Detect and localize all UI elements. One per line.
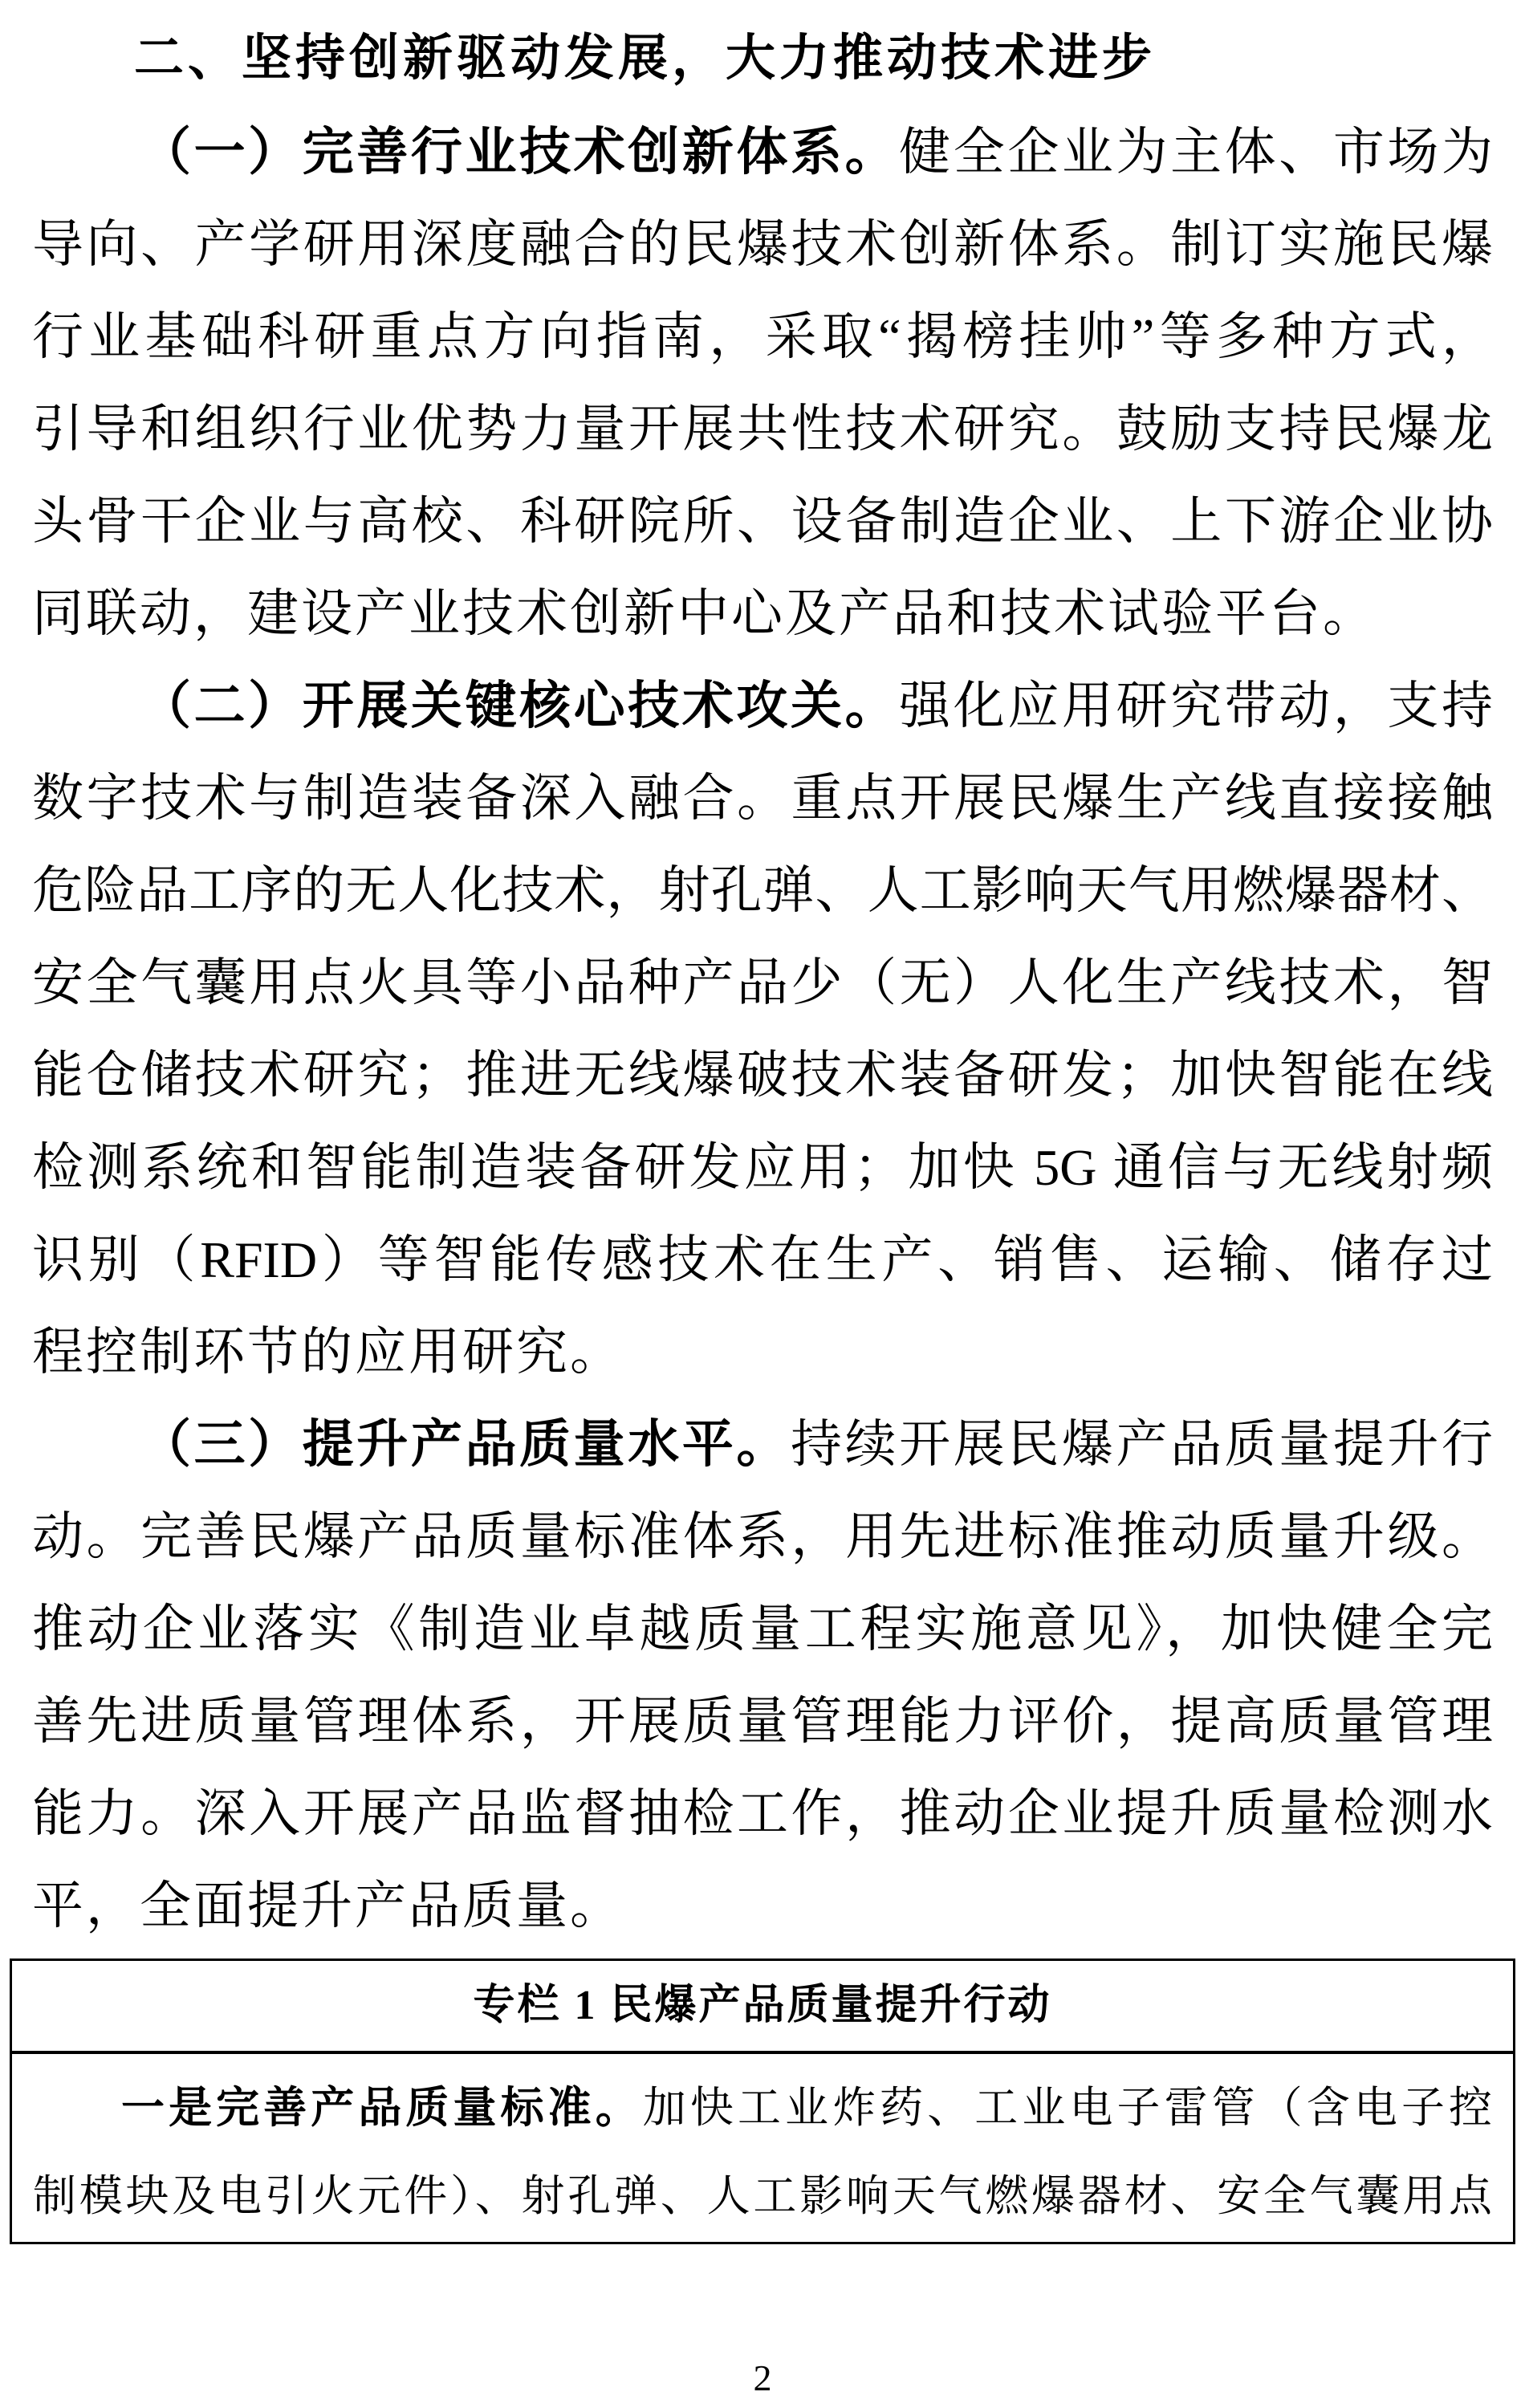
section-heading: 二、坚持创新驱动发展，大力推动技术进步 — [134, 31, 1157, 86]
text-line — [32, 1121, 1493, 1214]
text-line — [32, 1767, 1493, 1860]
text-line — [32, 1214, 1493, 1306]
text-line — [32, 567, 1493, 660]
text-line — [33, 2064, 1492, 2152]
callout-box-title: 专栏 1 民爆产品质量提升行动 — [12, 1961, 1513, 2054]
text-line — [32, 1029, 1493, 1121]
text-line — [32, 291, 1493, 383]
paragraph-lead: （一）完善行业技术创新体系。 — [140, 124, 900, 181]
text-line — [32, 937, 1493, 1029]
line-text: 推动企业落实《制造业卓越质量工程实施意见》，加快健全完 — [32, 1601, 1493, 1658]
text-line — [32, 1306, 1493, 1398]
line-text: 善先进质量管理体系，开展质量管理能力评价，提高质量管理 — [32, 1693, 1493, 1750]
line-text: 识别（RFID）等智能传感技术在生产、销售、运输、储存过 — [32, 1231, 1493, 1288]
line-text: 同联动，建设产业技术创新中心及产品和技术试验平台。 — [32, 585, 1377, 642]
callout-box-body — [12, 2054, 1513, 2242]
paragraph-lead: 一是完善产品质量标准。 — [121, 2084, 643, 2132]
line-text: 危险品工序的无人化技术，射孔弹、人工影响天气用燃爆器材、 — [32, 862, 1493, 919]
text-line — [33, 2152, 1492, 2240]
line-text: 加快工业炸药、工业电子雷管（含电子控 — [642, 2084, 1493, 2132]
line-text: 导向、产学研用深度融合的民爆技术创新体系。制订实施民爆 — [32, 216, 1493, 273]
line-text: 程控制环节的应用研究。 — [32, 1324, 624, 1381]
body-text — [32, 106, 1493, 1952]
text-line — [32, 660, 1493, 752]
line-text: 检测系统和智能制造装备研发应用；加快 5G 通信与无线射频 — [32, 1139, 1493, 1196]
line-text: 动。完善民爆产品质量标准体系，用先进标准推动质量升级。 — [32, 1508, 1493, 1565]
paragraph-lead: （二）开展关键核心技术攻关。 — [140, 677, 900, 734]
text-line — [32, 752, 1493, 844]
text-line — [32, 844, 1493, 937]
text-line — [32, 1860, 1493, 1952]
text-line — [32, 1491, 1493, 1583]
text-line — [32, 475, 1493, 567]
text-line — [32, 1583, 1493, 1675]
paragraph-lead: （三）提升产品质量水平。 — [140, 1416, 791, 1473]
text-line — [32, 198, 1493, 291]
line-text: 头骨干企业与高校、科研院所、设备制造企业、上下游企业协 — [32, 493, 1493, 550]
text-line — [32, 383, 1493, 475]
line-text: 安全气囊用点火具等小品种产品少（无）人化生产线技术，智 — [32, 954, 1493, 1011]
line-text: 能力。深入开展产品监督抽检工作，推动企业提升质量检测水 — [32, 1785, 1493, 1842]
text-line — [32, 106, 1493, 198]
line-text: 引导和组织行业优势力量开展共性技术研究。鼓励支持民爆龙 — [32, 401, 1493, 458]
page-number: 2 — [753, 2357, 772, 2398]
line-text: 平，全面提升产品质量。 — [32, 1877, 624, 1934]
line-text: 行业基础科研重点方向指南，采取“揭榜挂帅”等多种方式， — [32, 308, 1493, 365]
line-text: 持续开展民爆产品质量提升行 — [791, 1416, 1493, 1473]
line-text: 制模块及电引火元件）、射孔弹、人工影响天气燃爆器材、安全气囊用点 — [33, 2172, 1492, 2220]
line-text: 数字技术与制造装备深入融合。重点开展民爆生产线直接接触 — [32, 770, 1493, 827]
line-text: 健全企业为主体、市场为 — [899, 124, 1494, 181]
text-line — [32, 1398, 1493, 1491]
text-line — [32, 1675, 1493, 1767]
callout-box — [10, 1959, 1515, 2244]
line-text: 强化应用研究带动，支持 — [899, 677, 1494, 734]
line-text: 能仓储技术研究；推进无线爆破技术装备研发；加快智能在线 — [32, 1047, 1493, 1104]
